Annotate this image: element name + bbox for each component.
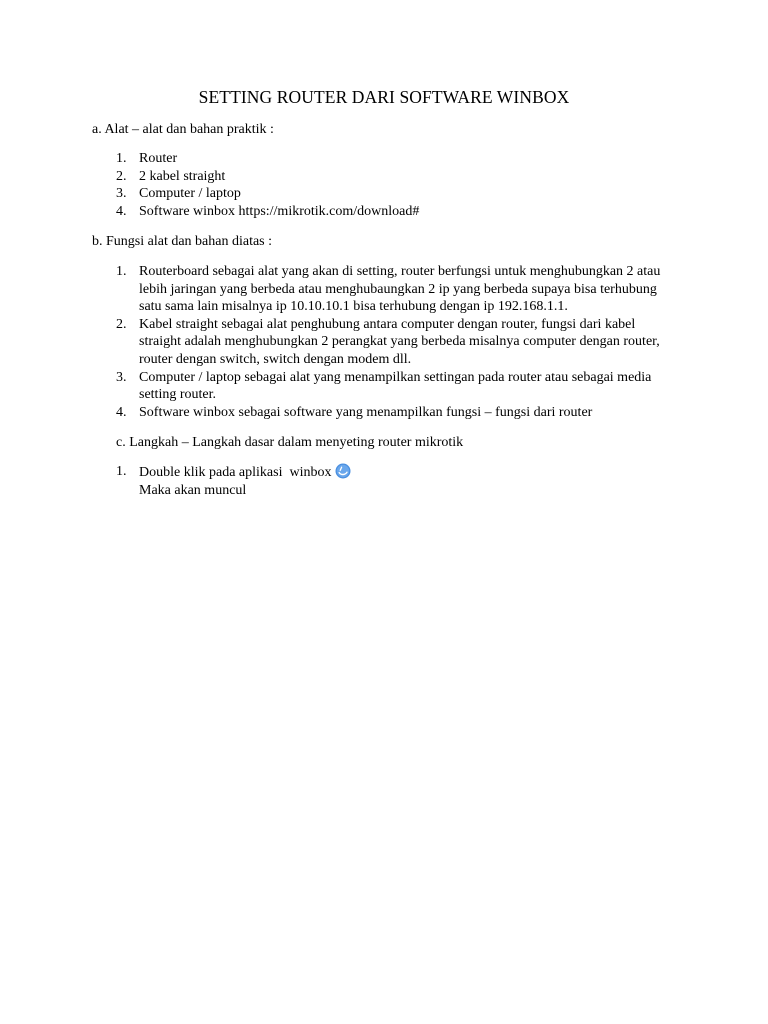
section-b-heading: b. Fungsi alat dan bahan diatas : xyxy=(92,234,273,249)
list-number: 4. xyxy=(116,203,127,219)
list-item xyxy=(116,185,676,203)
list-item-text: Double klik pada aplikasi winbox xyxy=(139,465,332,480)
section-c-list xyxy=(116,463,676,499)
list-item-text: 2 kabel straight xyxy=(139,168,226,184)
list-item xyxy=(116,316,676,369)
list-item-text: Software winbox https://mikrotik.com/download# xyxy=(139,203,420,219)
list-item xyxy=(116,463,676,499)
section-a-heading: a. Alat – alat dan bahan praktik : xyxy=(92,122,274,137)
page-title: SETTING ROUTER DARI SOFTWARE WINBOX xyxy=(198,87,570,107)
list-number: 1. xyxy=(116,151,127,166)
list-item xyxy=(116,369,676,404)
list-item-text: Kabel straight sebagai alat penghubung antara computer dengan router, fungsi dari kabel straight adalah menghubungkan 2 perangkat yang berbeda misalnya computer dengan router, router dengan switch, switch dengan modem dll. xyxy=(139,316,660,367)
list-number: 3. xyxy=(116,369,127,385)
list-item-text: Computer / laptop xyxy=(139,186,241,202)
list-item xyxy=(116,150,676,168)
list-number: 1. xyxy=(116,264,127,279)
list-item xyxy=(116,203,676,221)
list-item-text: Computer / laptop sebagai alat yang menampilkan settingan pada router atau sebagai media setting router. xyxy=(139,369,652,403)
section-a-list xyxy=(116,150,676,220)
list-number: 4. xyxy=(116,404,127,420)
list-item xyxy=(116,263,676,316)
list-number: 2. xyxy=(116,316,127,332)
winbox-icon xyxy=(335,463,351,479)
list-number: 3. xyxy=(116,186,127,202)
list-item xyxy=(116,404,676,422)
list-number: 1. xyxy=(116,464,127,479)
list-item-continuation: Maka akan muncul xyxy=(139,482,247,498)
list-item-text: Software winbox sebagai software yang menampilkan fungsi – fungsi dari router xyxy=(139,404,593,420)
list-item xyxy=(116,168,676,186)
list-item-text: Routerboard sebagai alat yang akan di setting, router berfungsi untuk menghubungkan 2 atau lebih jaringan yang berbeda atau menghubaungkan 2 ip yang berbeda supaya bisa terhubung satu sama lain misalnya ip 10.10.10.1 bisa terhubung dengan ip 192.168.1.1. xyxy=(139,264,661,315)
list-item-first-line xyxy=(139,463,676,482)
section-b-list xyxy=(116,263,676,421)
list-item-text: Router xyxy=(139,151,178,166)
section-c-heading: c. Langkah – Langkah dasar dalam menyeting router mikrotik xyxy=(116,435,464,450)
list-number: 2. xyxy=(116,168,127,184)
